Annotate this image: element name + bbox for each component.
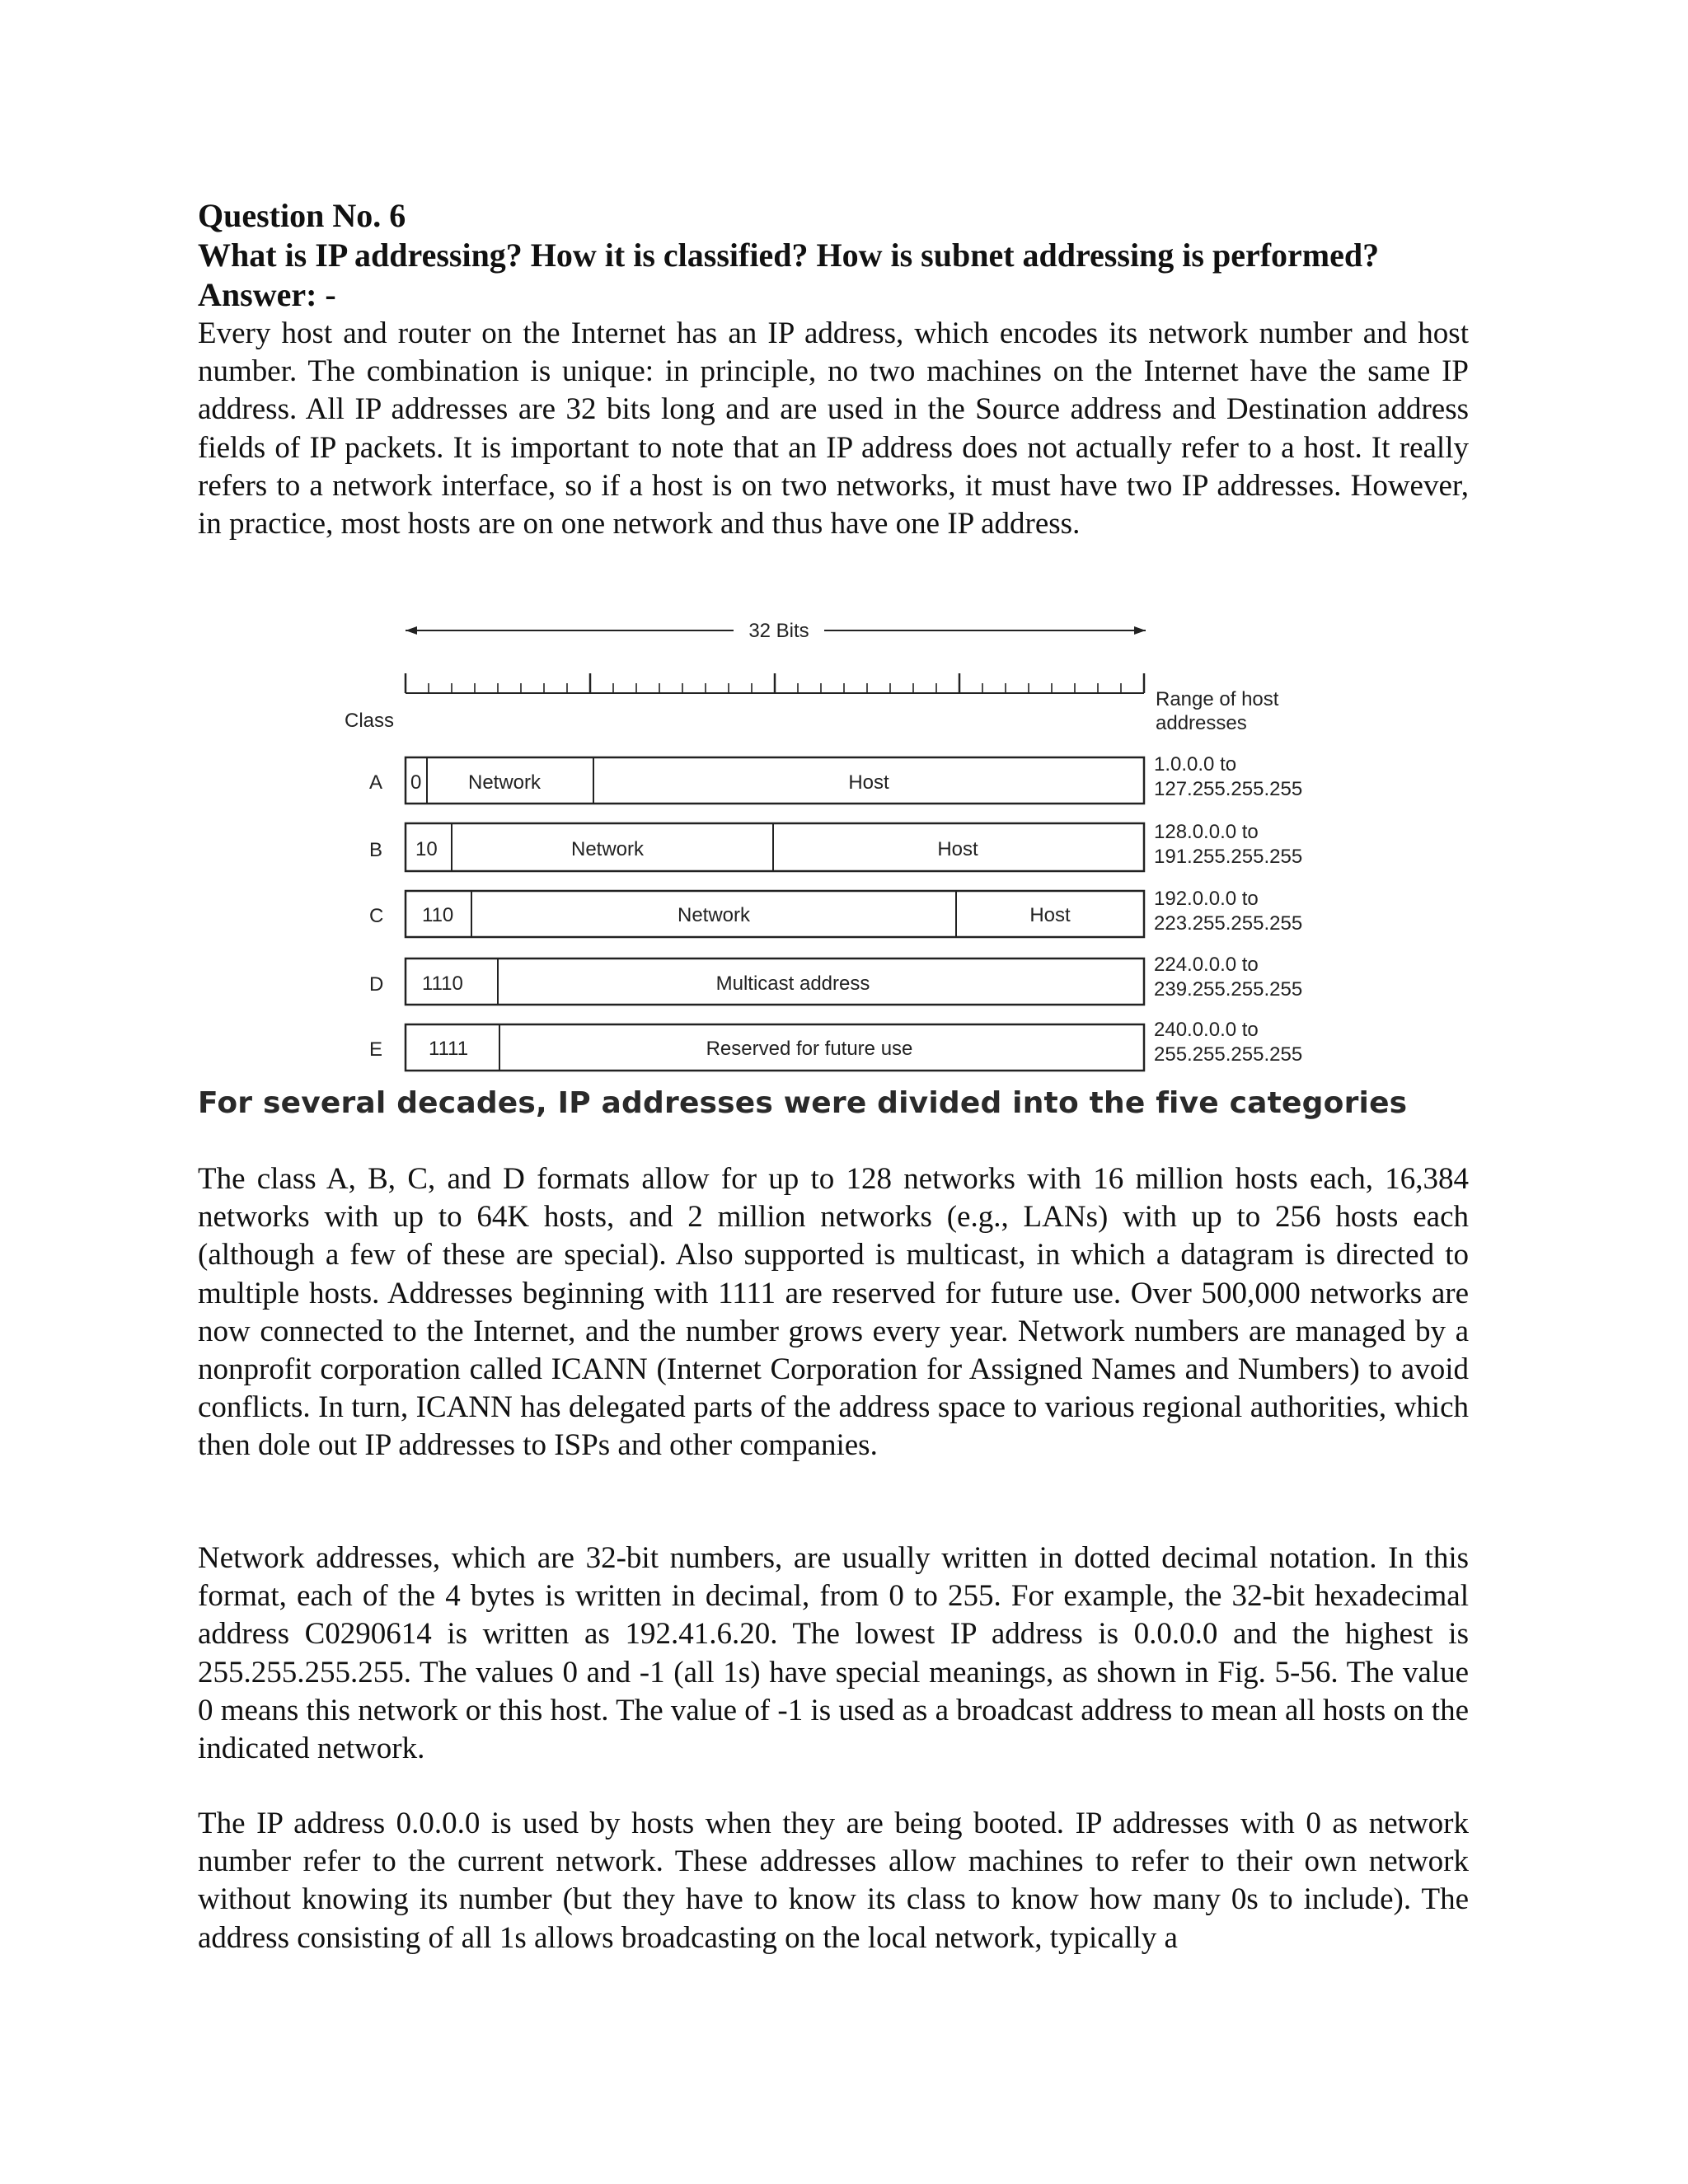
class-row-a: [369, 753, 1302, 804]
arrow-head-left-icon: [406, 626, 417, 635]
class-letter: D: [369, 973, 384, 996]
paragraph-dotted-decimal: Network addresses, which are 32-bit numbers, are usually written in dotted decimal notation. In this format, each of the 4 bytes is written in decimal, from 0 to 255. For example, the 32-bit hexadecimal address C0290614 is written as 192.41.6.20. The lowest IP address is 0.0.0.0 and the highest is 255.255.255.255. The values 0 and -1 (all 1s) have special meanings, as shown in Fig. 5-56. The value 0 means this network or this host. The value of -1 is used as a broadcast address to mean all hosts on the indicated network.: [198, 1541, 1469, 1766]
arrow-head-right-icon: [1134, 626, 1146, 635]
reserved-field-label: Reserved for future use: [706, 1038, 913, 1060]
class-row-c: [369, 888, 1302, 937]
range-start: 192.0.0.0 to: [1154, 888, 1259, 910]
range-end: 127.255.255.255: [1154, 778, 1303, 800]
prefix-bits: 1110: [422, 972, 463, 995]
class-header: Class: [345, 710, 395, 732]
prefix-bits: 0: [410, 771, 422, 794]
range-end: 223.255.255.255: [1154, 912, 1303, 935]
bits-label: 32 Bits: [748, 620, 809, 642]
prefix-bits: 10: [415, 838, 438, 860]
host-field-label: Host: [1029, 904, 1071, 926]
field-box: [406, 823, 1144, 871]
prefix-bits: 1111: [429, 1038, 469, 1060]
host-field-label: Host: [937, 838, 978, 860]
range-start: 128.0.0.0 to: [1154, 821, 1259, 843]
multicast-field-label: Multicast address: [715, 972, 870, 995]
range-end: 255.255.255.255: [1154, 1043, 1303, 1066]
class-row-d: [369, 954, 1302, 1005]
class-letter: B: [369, 839, 383, 861]
range-start: 224.0.0.0 to: [1154, 954, 1259, 976]
document-body: [198, 196, 1469, 543]
class-letter: E: [369, 1038, 383, 1061]
network-field-label: Network: [467, 771, 542, 794]
figure-caption: For several decades, IP addresses were divided into the five categories: [198, 1086, 1408, 1120]
class-row-b: [369, 821, 1302, 871]
host-field-label: Host: [848, 771, 889, 794]
paragraph-classes: The class A, B, C, and D formats allow for up to 128 networks with 16 million hosts each, 16,384 networks with up to 64K hosts, and 2 million networks (e.g., LANs) with up to 256 hosts each (although a few of these are special). Also supported is multicast, in which a datagram is directed to multiple hosts. Addresses beginning with 1111 are reserved for future use. Over 500,000 networks are now connected to the Internet, and the number grows every year. Network numbers are managed by a nonprofit corporation called ICANN (Internet Corporation for Assigned Names and Numbers) to avoid conflicts. In turn, ICANN has delegated parts of the address space to various regional authorities, which then dole out IP addresses to ISPs and other companies.: [198, 1162, 1469, 1463]
range-start: 1.0.0.0 to: [1154, 753, 1237, 776]
paragraph-special-addresses: The IP address 0.0.0.0 is used by hosts when they are being booted. IP addresses with 0 as network number refer to the current network. These addresses allow machines to refer to their own network without knowing its number (but they have to know its class to know how many 0s to include). The address consisting of all 1s allows broadcasting on the local network, typically a: [198, 1807, 1469, 1955]
range-header-line1: Range of host: [1156, 688, 1279, 710]
prefix-bits: 110: [422, 904, 454, 926]
network-field-label: Network: [677, 904, 751, 926]
range-end: 191.255.255.255: [1154, 846, 1303, 868]
class-letter: A: [369, 771, 383, 794]
question-text: What is IP addressing? How it is classified? How is subnet addressing is performed?: [198, 237, 1380, 274]
range-end: 239.255.255.255: [1154, 978, 1303, 1001]
range-header-line2: addresses: [1156, 712, 1247, 734]
class-letter: C: [369, 905, 384, 927]
question-number: Question No. 6: [198, 197, 406, 234]
class-row-e: [369, 1019, 1302, 1071]
network-field-label: Network: [570, 838, 645, 860]
ip-class-diagram: [330, 614, 1343, 1084]
range-start: 240.0.0.0 to: [1154, 1019, 1259, 1041]
paragraph-intro: Every host and router on the Internet has an IP address, which encodes its network number and host number. The combination is unique: in principle, no two machines on the Internet have the same IP address. All IP addresses are 32 bits long and are used in the Source address and Destination address fields of IP packets. It is important to note that an IP address does not actually refer to a host. It really refers to a network interface, so if a host is on two networks, it must have two IP addresses. However, in practice, most hosts are on one network and thus have one IP address.: [198, 316, 1469, 541]
bit-ruler: [406, 673, 1144, 693]
answer-label: Answer: -: [198, 276, 336, 313]
